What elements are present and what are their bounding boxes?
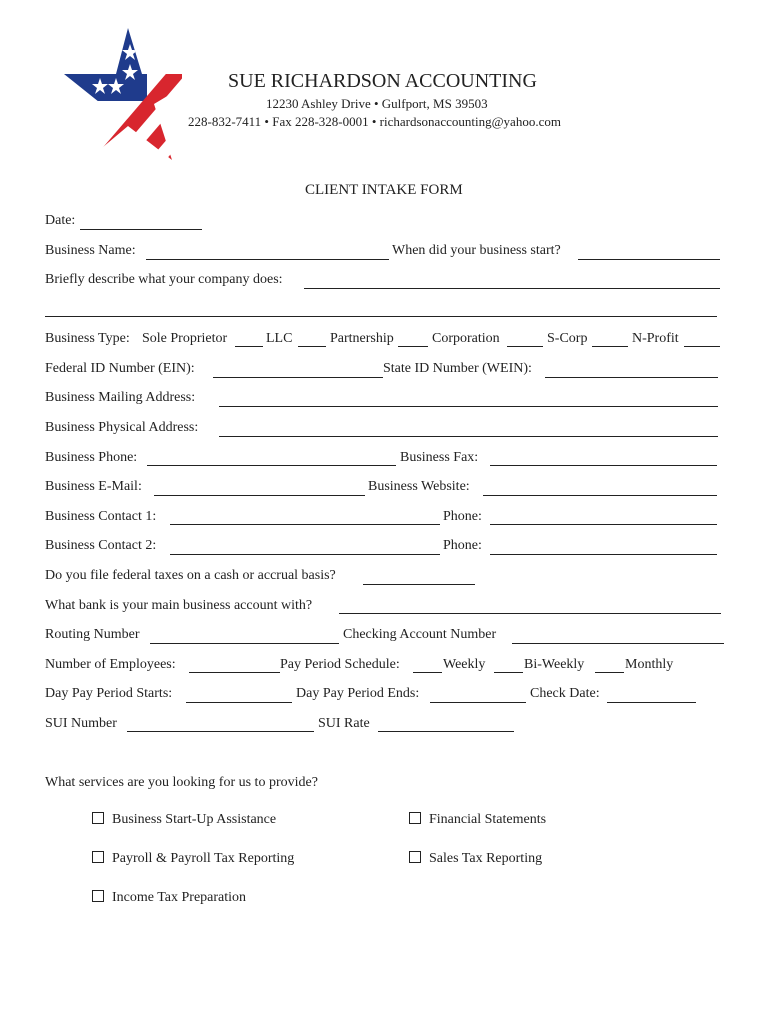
routing-field[interactable] [150, 643, 339, 644]
check-date-field[interactable] [607, 702, 696, 703]
checking-label: Checking Account Number [343, 627, 497, 642]
sui-rate-label: SUI Rate [318, 716, 370, 731]
date-field[interactable] [80, 229, 202, 230]
phone-label: Business Phone: [45, 450, 138, 465]
ein-label: Federal ID Number (EIN): [45, 361, 195, 376]
date-label: Date: [45, 213, 76, 228]
contact2-phone-field[interactable] [490, 554, 717, 555]
pay-start-field[interactable] [186, 702, 292, 703]
bank-label: What bank is your main business account with? [45, 598, 313, 613]
pay-monthly: Monthly [625, 657, 674, 672]
fax-field[interactable] [490, 465, 717, 466]
cash-accrual-label: Do you file federal taxes on a cash or accrual basis? [45, 568, 336, 583]
type-corporation: Corporation [432, 331, 500, 346]
service-startup[interactable] [92, 812, 276, 828]
service-income-tax-checkbox[interactable] [92, 890, 104, 902]
pay-end-field[interactable] [430, 702, 526, 703]
cash-accrual-field[interactable] [363, 584, 475, 585]
service-financial-statements[interactable] [409, 812, 546, 828]
contact1-label: Business Contact 1: [45, 509, 157, 524]
company-contact: 228-832-7411 • Fax 228-328-0001 • richardsonaccounting@yahoo.com [188, 114, 561, 129]
employees-field[interactable] [189, 672, 280, 673]
bank-field[interactable] [339, 613, 721, 614]
service-payroll[interactable] [92, 851, 294, 867]
business-name-label: Business Name: [45, 243, 136, 258]
service-financial-statements-checkbox[interactable] [409, 812, 421, 824]
physical-address-label: Business Physical Address: [45, 420, 199, 435]
service-payroll-label: Payroll & Payroll Tax Reporting [112, 851, 295, 866]
company-name: SUE RICHARDSON ACCOUNTING [228, 70, 537, 92]
pay-biweekly: Bi-Weekly [524, 657, 585, 672]
contact1-phone-field[interactable] [490, 524, 717, 525]
ein-field[interactable] [213, 377, 383, 378]
pay-weekly-blank[interactable] [413, 672, 442, 673]
wein-label: State ID Number (WEIN): [383, 361, 532, 376]
business-start-field[interactable] [578, 259, 720, 260]
service-income-tax-label: Income Tax Preparation [112, 890, 247, 905]
pay-schedule-label: Pay Period Schedule: [280, 657, 400, 672]
sui-number-label: SUI Number [45, 716, 117, 731]
pay-biweekly-blank[interactable] [494, 672, 523, 673]
type-n-profit: N-Profit [632, 331, 679, 346]
contact2-phone-label: Phone: [443, 538, 482, 553]
contact2-label: Business Contact 2: [45, 538, 157, 553]
sui-number-field[interactable] [127, 731, 314, 732]
business-start-label: When did your business start? [392, 243, 561, 258]
mailing-address-field[interactable] [219, 406, 718, 407]
email-label: Business E-Mail: [45, 479, 142, 494]
sui-rate-field[interactable] [378, 731, 514, 732]
service-startup-checkbox[interactable] [92, 812, 104, 824]
describe-field[interactable] [304, 288, 720, 289]
form-title: CLIENT INTAKE FORM [305, 182, 463, 198]
physical-address-field[interactable] [219, 436, 718, 437]
star-flag-logo [62, 26, 182, 166]
type-sole-proprietor-blank[interactable] [235, 346, 263, 347]
pay-start-label: Day Pay Period Starts: [45, 686, 173, 701]
pay-monthly-blank[interactable] [595, 672, 624, 673]
service-startup-label: Business Start-Up Assistance [112, 812, 277, 827]
contact1-phone-label: Phone: [443, 509, 482, 524]
check-date-label: Check Date: [530, 686, 600, 701]
fax-label: Business Fax: [400, 450, 479, 465]
business-type-label: Business Type: [45, 331, 130, 346]
type-llc: LLC [266, 331, 293, 346]
pay-end-label: Day Pay Period Ends: [296, 686, 420, 701]
type-corporation-blank[interactable] [507, 346, 543, 347]
services-question: What services are you looking for us to provide? [45, 775, 318, 790]
business-name-field[interactable] [146, 259, 389, 260]
employees-label: Number of Employees: [45, 657, 176, 672]
service-sales-tax-label: Sales Tax Reporting [429, 851, 543, 866]
phone-field[interactable] [147, 465, 396, 466]
type-sole-proprietor: Sole Proprietor [142, 331, 228, 346]
service-sales-tax[interactable] [409, 851, 542, 867]
service-income-tax[interactable] [92, 890, 246, 906]
type-llc-blank[interactable] [298, 346, 326, 347]
website-field[interactable] [483, 495, 717, 496]
type-partnership: Partnership [330, 331, 394, 346]
service-financial-statements-label: Financial Statements [429, 812, 547, 827]
contact1-field[interactable] [170, 524, 440, 525]
email-field[interactable] [154, 495, 365, 496]
company-address: 12230 Ashley Drive • Gulfport, MS 39503 [266, 96, 488, 111]
routing-label: Routing Number [45, 627, 140, 642]
describe-label: Briefly describe what your company does: [45, 272, 283, 287]
wein-field[interactable] [545, 377, 718, 378]
describe-field-line2[interactable] [45, 316, 717, 317]
type-partnership-blank[interactable] [398, 346, 428, 347]
service-sales-tax-checkbox[interactable] [409, 851, 421, 863]
type-s-corp-blank[interactable] [592, 346, 628, 347]
website-label: Business Website: [368, 479, 470, 494]
pay-weekly: Weekly [443, 657, 486, 672]
mailing-address-label: Business Mailing Address: [45, 390, 196, 405]
service-payroll-checkbox[interactable] [92, 851, 104, 863]
contact2-field[interactable] [170, 554, 440, 555]
checking-field[interactable] [512, 643, 724, 644]
type-n-profit-blank[interactable] [684, 346, 720, 347]
type-s-corp: S-Corp [547, 331, 588, 346]
